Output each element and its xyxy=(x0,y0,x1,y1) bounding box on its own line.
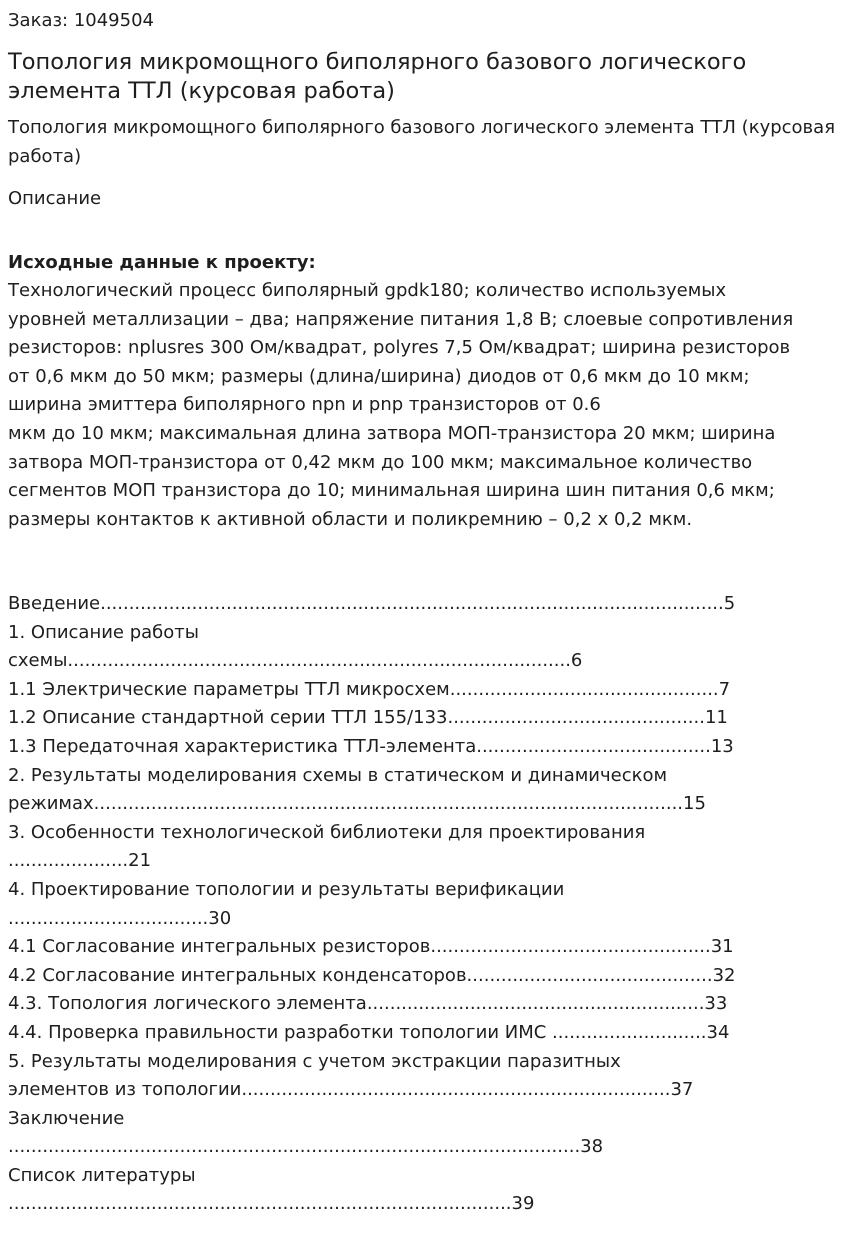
toc-entry-references: Список литературы xyxy=(8,1164,196,1186)
source-data-text xyxy=(8,277,847,534)
toc-entry-1: 1. Описание работы xyxy=(8,621,199,643)
toc-entry-4-4: 4.4. Проверка правильности разработки топологии ИМС ...........................34 xyxy=(8,1021,730,1043)
toc-entry-2-cont: режимах.......................................................................................................15 xyxy=(8,793,706,815)
source-data-line: резисторов: nplusres 300 Ом/квадрат, polyres 7,5 Ом/квадрат; ширина резисторов xyxy=(8,337,791,359)
toc-entry-1-2: 1.2 Описание стандартной серии ТТЛ 155/133.............................................11 xyxy=(8,707,728,729)
source-data-line: сегментов МОП транзистора до 10; минимальная ширина шин питания 0,6 мкм; xyxy=(8,480,775,502)
toc-entry-introduction: Введение.............................................................................................................5 xyxy=(8,593,736,614)
toc-entry-conclusion-cont: ....................................................................................................38 xyxy=(8,1136,604,1158)
source-data-label: Исходные данные к проекту: xyxy=(8,252,316,273)
toc-entry-references-cont: ........................................................................................39 xyxy=(8,1193,535,1215)
toc-entry-5: 5. Результаты моделирования с учетом экстракции паразитных xyxy=(8,1050,621,1072)
toc-entry-1-1: 1.1 Электрические параметры ТТЛ микросхем...............................................7 xyxy=(8,678,731,700)
source-data-line: уровней металлизации – два; напряжение питания 1,8 В; слоевые сопротивления xyxy=(8,308,794,330)
toc-entry-5-cont: элементов из топологии...........................................................................37 xyxy=(8,1079,694,1101)
page-subtitle: Топология микромощного биполярного базового логического элемента ТТЛ (курсовая работа) xyxy=(8,117,836,167)
source-data-line: от 0,6 мкм до 50 мкм; размеры (длина/ширина) диодов от 0,6 мкм до 10 мкм; xyxy=(8,365,750,387)
toc-entry-3-cont: .....................21 xyxy=(8,850,152,872)
toc-entry-2: 2. Результаты моделирования схемы в статическом и динамическом xyxy=(8,764,668,786)
page-title: Топология микромощного биполярного базового логического элемента ТТЛ (курсовая работа) xyxy=(8,49,747,104)
toc-entry-4-1: 4.1 Согласование интегральных резисторов.................................................31 xyxy=(8,936,734,958)
source-data-line: мкм до 10 мкм; максимальная длина затвора МОП-транзистора 20 мкм; ширина xyxy=(8,422,776,444)
toc-entry-1-cont: схемы........................................................................................6 xyxy=(8,650,583,672)
toc-entry-3: 3. Особенности технологической библиотеки для проектирования xyxy=(8,821,646,843)
toc-entry-4-2: 4.2 Согласование интегральных конденсаторов...........................................32 xyxy=(8,964,736,986)
toc-entry-conclusion: Заключение xyxy=(8,1107,125,1129)
table-of-contents xyxy=(8,590,847,1219)
description-heading: Описание xyxy=(8,188,102,209)
toc-entry-1-3: 1.3 Передаточная характеристика ТТЛ-элемента.........................................13 xyxy=(8,735,734,757)
order-number: Заказ: 1049504 xyxy=(8,10,154,31)
source-data-line: Технологический процесс биполярный gpdk180; количество используемых xyxy=(8,280,727,301)
toc-entry-4-3: 4.3. Топология логического элемента...........................................................33 xyxy=(8,993,728,1015)
source-data-line: размеры контактов к активной области и поликремнию – 0,2 х 0,2 мкм. xyxy=(8,508,693,530)
source-data-line: затвора МОП-транзистора от 0,42 мкм до 100 мкм; максимальное количество xyxy=(8,451,753,473)
toc-entry-4-cont: ...................................30 xyxy=(8,907,232,929)
source-data-line: ширина эмиттера биполярного npn и pnp транзисторов от 0.6 xyxy=(8,394,601,416)
toc-entry-4: 4. Проектирование топологии и результаты верификации xyxy=(8,878,565,900)
